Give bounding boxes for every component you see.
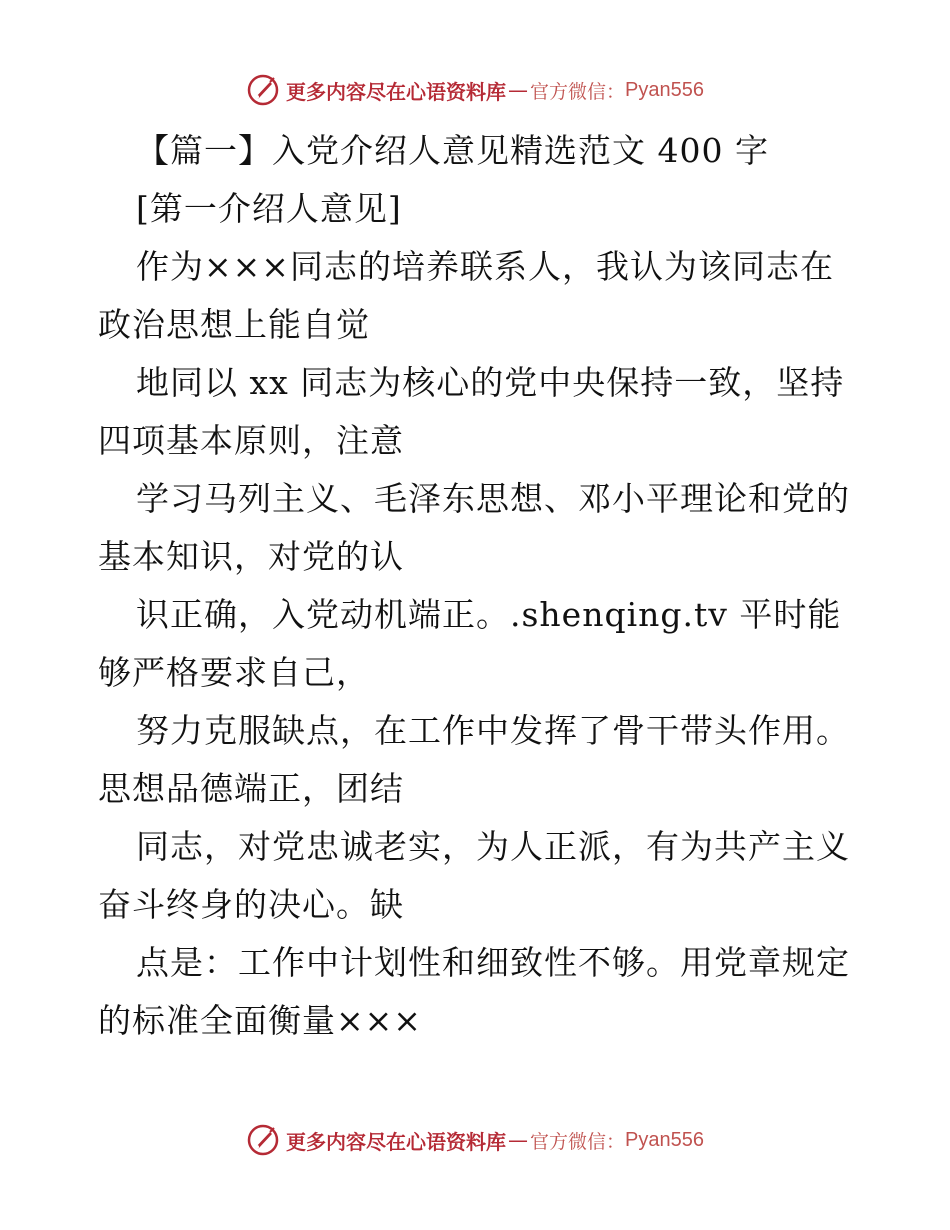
banner-wechat-id: Pyan556 [625, 78, 704, 101]
paragraph-line: 学习马列主义、毛泽东思想、邓小平理论和党的 [136, 479, 850, 518]
paragraph-line: 努力克服缺点，在工作中发挥了骨干带头作用。 [136, 711, 850, 750]
document-subtitle: [第一介绍人意见] [136, 189, 402, 228]
paragraph-2 [98, 354, 858, 470]
paragraph-line: 点是：工作中计划性和细致性不够。用党章规定 [136, 943, 850, 982]
paragraph-line: 够严格要求自己， [98, 653, 370, 692]
paragraph-line: 思想品德端正，团结 [98, 769, 404, 808]
paragraph-line: 四项基本原则，注意 [98, 421, 404, 460]
paragraph-7 [98, 934, 858, 1050]
banner-dash: — [508, 1128, 528, 1152]
banner-wechat-label: 官方微信： [530, 1130, 626, 1153]
header-banner [0, 70, 950, 110]
paragraph-5 [98, 702, 858, 818]
paragraph-6 [98, 818, 858, 934]
quill-logo-icon [246, 1123, 280, 1157]
paragraph-1 [98, 238, 858, 354]
banner-site-text: 更多内容尽在心语资料库 [286, 79, 506, 104]
banner-site-text: 更多内容尽在心语资料库 [286, 1129, 506, 1154]
paragraph-line: 基本知识，对党的认 [98, 537, 404, 576]
banner-dash: — [508, 78, 528, 102]
banner-wechat-id: Pyan556 [625, 1128, 704, 1151]
banner-wechat-label: 官方微信： [530, 80, 626, 103]
paragraph-line: 识正确，入党动机端正。.shenqing.tv 平时能 [136, 595, 842, 634]
footer-banner [0, 1120, 950, 1160]
paragraph-line: 奋斗终身的决心。缺 [98, 885, 404, 924]
paragraph-line: 政治思想上能自觉 [98, 305, 370, 344]
document-body [98, 122, 858, 1050]
quill-logo-icon [246, 73, 280, 107]
paragraph-line: 地同以 xx 同志为核心的党中央保持一致，坚持 [136, 363, 845, 402]
paragraph-line: 的标准全面衡量××× [98, 1001, 422, 1040]
paragraph-line: 作为×××同志的培养联系人，我认为该同志在 [136, 247, 834, 286]
paragraph-4 [98, 586, 858, 702]
paragraph-line: 同志，对党忠诚老实，为人正派，有为共产主义 [136, 827, 850, 866]
document-title: 【篇一】入党介绍人意见精选范文 400 字 [136, 131, 769, 170]
paragraph-3 [98, 470, 858, 586]
